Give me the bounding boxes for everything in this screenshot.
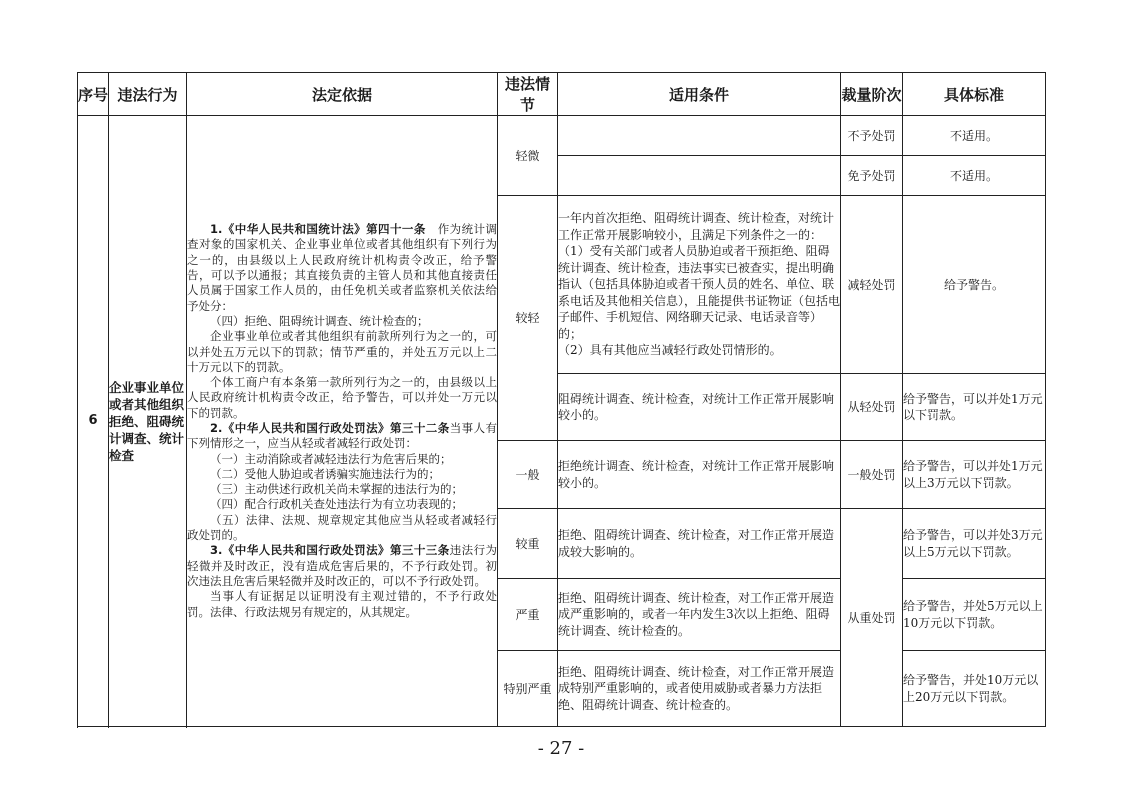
- circ-serious: 严重: [498, 579, 558, 651]
- legal-basis-citation: 3.《中华人民共和国行政处罚法》第三十三条: [210, 543, 450, 558]
- level-general: 一般处罚: [841, 441, 903, 509]
- legal-basis-text: （四）拒绝、阻碍统计调查、统计检查的；: [210, 313, 429, 328]
- header-level: 裁量阶次: [841, 73, 903, 116]
- header-act: 违法行为: [109, 73, 187, 116]
- header-row: [78, 73, 1046, 116]
- cond-minor-1: [558, 116, 841, 156]
- std-lighter: 给予警告，可以并处1万元以下罚款。: [903, 374, 1046, 441]
- cond-very-serious: 拒绝、阻碍统计调查、统计检查，对工作正常开展造成特别严重影响的，或者使用威胁或者暴力方法拒绝、阻碍统计调查、统计检查的。: [558, 651, 841, 727]
- header-std: 具体标准: [903, 73, 1046, 116]
- circ-very-serious: 特别严重: [498, 651, 558, 727]
- legal-basis-paragraph: [187, 497, 497, 512]
- legal-basis-text: 当事人有下列情形之一，应当从轻或者减轻行政处罚：: [187, 421, 498, 451]
- legal-basis-text: 作为统计调查对象的国家机关、企业事业单位或者其他组织有下列行为之一的，由县级以上人民政府统计机构责令改正，给予警告，可以予以通报；其直接负责的主管人员和其他直接责任人员属于国家工作人员的，由任免机关或者监察机关依法给予处分：: [187, 222, 497, 313]
- legal-basis-paragraph: [187, 589, 497, 620]
- legal-basis-citation: 2.《中华人民共和国行政处罚法》第三十二条: [210, 421, 450, 435]
- cond-light-1-intro: 一年内首次拒绝、阻碍统计调查、统计检查，对统计工作正常开展影响较小，且满足下列条件之一的：: [558, 211, 835, 242]
- legal-basis-citation: 1.《中华人民共和国统计法》第四十一条: [210, 222, 426, 237]
- page-number: - 27 -: [537, 738, 585, 759]
- legal-basis-paragraph: [187, 375, 497, 421]
- cond-light-2: 阻碍统计调查、统计检查，对统计工作正常开展影响较小的。: [558, 374, 841, 441]
- legal-basis-paragraph: [187, 513, 497, 544]
- level-exempt-2: 免予处罚: [841, 156, 903, 196]
- legal-basis-paragraph: [187, 314, 497, 329]
- std-serious: 给予警告，并处5万元以上10万元以下罚款。: [903, 579, 1046, 651]
- level-heavier: 从重处罚: [841, 509, 903, 727]
- cond-heavy: 拒绝、阻碍统计调查、统计检查，对工作正常开展造成较大影响的。: [558, 509, 841, 579]
- level-lighter: 从轻处罚: [841, 374, 903, 441]
- legal-basis: [187, 116, 498, 727]
- header-basis: 法定依据: [187, 73, 498, 116]
- level-mitigated: 减轻处罚: [841, 196, 903, 374]
- circ-general: 一般: [498, 441, 558, 509]
- legal-basis-paragraph: [187, 467, 497, 482]
- legal-basis-paragraph: [187, 452, 497, 467]
- legal-basis-text: （二）受他人胁迫或者诱骗实施违法行为的；: [210, 466, 440, 481]
- circ-heavy: 较重: [498, 509, 558, 579]
- violation-act: 企业事业单位或者其他组织拒绝、阻碍统计调查、统计检查: [109, 116, 187, 727]
- circ-light: 较轻: [498, 196, 558, 441]
- legal-basis-text: 个体工商户有本条第一款所列行为之一的，由县级以上人民政府统计机构责令改正，给予警告，可以并处一万元以下的罚款。: [187, 375, 497, 420]
- legal-basis-text: 企业事业单位或者其他组织有前款所列行为之一的，可以并处五万元以下的罚款；情节严重的，并处五万元以上二十万元以下的罚款。: [187, 329, 497, 374]
- std-mitigated: 给予警告。: [903, 196, 1046, 374]
- std-exempt-1: 不适用。: [903, 116, 1046, 156]
- legal-basis-paragraph: [187, 543, 497, 589]
- row-seq: 6: [78, 116, 109, 727]
- cond-light-1-item-2: （2）具有其他应当减轻行政处罚情形的。: [558, 343, 782, 358]
- legal-basis-paragraph: [187, 421, 497, 452]
- std-general: 给予警告，可以并处1万元以上3万元以下罚款。: [903, 441, 1046, 509]
- cond-general: 拒绝统计调查、统计检查，对统计工作正常开展影响较小的。: [558, 441, 841, 509]
- legal-basis-paragraph: [187, 482, 497, 497]
- header-cond: 适用条件: [558, 73, 841, 116]
- cond-minor-2: [558, 156, 841, 196]
- legal-basis-paragraph: [187, 222, 497, 314]
- legal-basis-text: （一）主动消除或者减轻违法行为危害后果的；: [210, 451, 452, 466]
- legal-basis-text: （五）法律、法规、规章规定其他应当从轻或者减轻行政处罚的。: [187, 512, 497, 543]
- level-exempt-1: 不予处罚: [841, 116, 903, 156]
- cond-serious: 拒绝、阻碍统计调查、统计检查，对工作正常开展造成严重影响的，或者一年内发生3次以上拒绝、阻碍统计调查、统计检查的。: [558, 579, 841, 651]
- penalty-discretion-table: [77, 72, 1046, 727]
- header-circ: 违法情节: [498, 73, 558, 116]
- circ-minor: 轻微: [498, 116, 558, 196]
- std-exempt-2: 不适用。: [903, 156, 1046, 196]
- legal-basis-paragraph: [187, 329, 497, 375]
- cond-light-1: [558, 196, 841, 374]
- legal-basis-list: [187, 222, 497, 620]
- std-very-serious: 给予警告，并处10万元以上20万元以下罚款。: [903, 651, 1046, 727]
- legal-basis-text: （四）配合行政机关查处违法行为有立功表现的；: [210, 497, 463, 512]
- std-heavy: 给予警告，可以并处3万元以上5万元以下罚款。: [903, 509, 1046, 579]
- legal-basis-text: 违法行为轻微并及时改正，没有造成危害后果的，不予行政处罚。初次违法且危害后果轻微并及时改正的，可以不予行政处罚。: [187, 543, 498, 588]
- header-seq: 序号: [78, 73, 109, 116]
- legal-basis-text: 当事人有证据足以证明没有主观过错的，不予行政处罚。法律、行政法规另有规定的，从其规定。: [187, 589, 497, 619]
- cond-light-1-item-1: （1）受有关部门或者人员胁迫或者干预拒绝、阻碍统计调查、统计检查，违法事实已被查实，提出明确指认（包括具体胁迫或者干预人员的姓名、单位、联系电话及其他相关信息），且能提供书证物证（包括电子邮件、手机短信、网络聊天记录、电话录音等）的；: [558, 244, 841, 341]
- legal-basis-text: （三）主动供述行政机关尚未掌握的违法行为的；: [210, 482, 463, 497]
